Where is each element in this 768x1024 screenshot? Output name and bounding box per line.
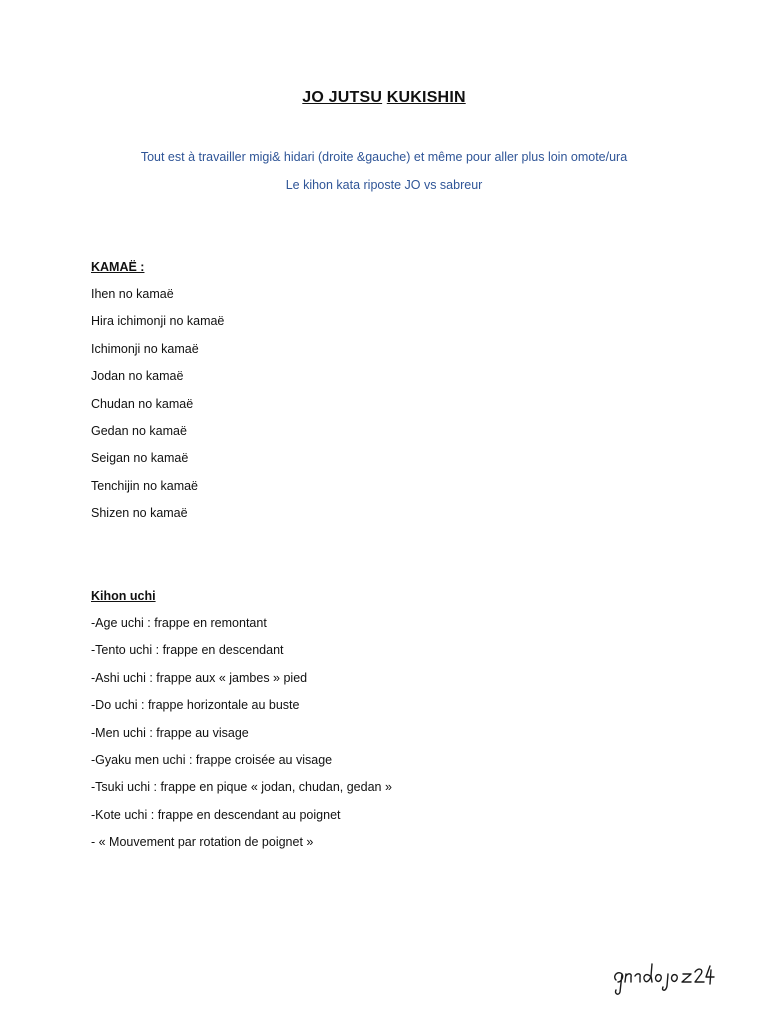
kamae-heading: KAMAË : xyxy=(91,260,145,274)
kihon-uchi-item: -Tento uchi : frappe en descendant xyxy=(91,643,284,658)
kihon-uchi-item: -Age uchi : frappe en remontant xyxy=(91,616,267,630)
kamae-item: Ihen no kamaë xyxy=(91,287,174,301)
kihon-uchi-item: -Tsuki uchi : frappe en pique « jodan, chudan, gedan » xyxy=(91,780,392,795)
subtitle-line-1: Tout est à travailler migi& hidari (droite &gauche) et même pour aller plus loin omote/ura xyxy=(140,150,628,164)
handwritten-signature xyxy=(610,958,730,998)
kamae-item: Chudan no kamaë xyxy=(91,396,194,411)
kamae-item: Shizen no kamaë xyxy=(91,506,188,521)
kamae-item: Seigan no kamaë xyxy=(91,451,189,466)
kamae-item: Jodan no kamaë xyxy=(91,369,184,384)
kamae-item: Hira ichimonji no kamaë xyxy=(91,314,225,329)
kihon-uchi-item: -Ashi uchi : frappe aux « jambes » pied xyxy=(91,670,308,685)
kihon-uchi-item: -Do uchi : frappe horizontale au buste xyxy=(91,698,300,713)
kamae-item: Gedan no kamaë xyxy=(91,423,187,438)
kamae-item: Ichimonji no kamaë xyxy=(91,341,199,356)
kamae-section xyxy=(91,258,691,532)
subtitle-line-2: Le kihon kata riposte JO vs sabreur xyxy=(285,178,483,192)
kihon-uchi-item: -Men uchi : frappe au visage xyxy=(91,725,249,740)
kihon-uchi-section xyxy=(91,587,691,861)
title-part-kukishin: KUKISHIN xyxy=(386,89,466,106)
kihon-uchi-item: -Gyaku men uchi : frappe croisée au visage xyxy=(91,752,333,767)
kihon-uchi-item: -Kote uchi : frappe en descendant au poignet xyxy=(91,807,341,822)
page-title xyxy=(0,86,768,110)
kihon-uchi-item: - « Mouvement par rotation de poignet » xyxy=(91,835,314,850)
kamae-item: Tenchijin no kamaë xyxy=(91,478,199,493)
title-part-jo-jutsu: JO JUTSU xyxy=(302,89,383,106)
kihon-uchi-heading: Kihon uchi xyxy=(91,589,156,603)
